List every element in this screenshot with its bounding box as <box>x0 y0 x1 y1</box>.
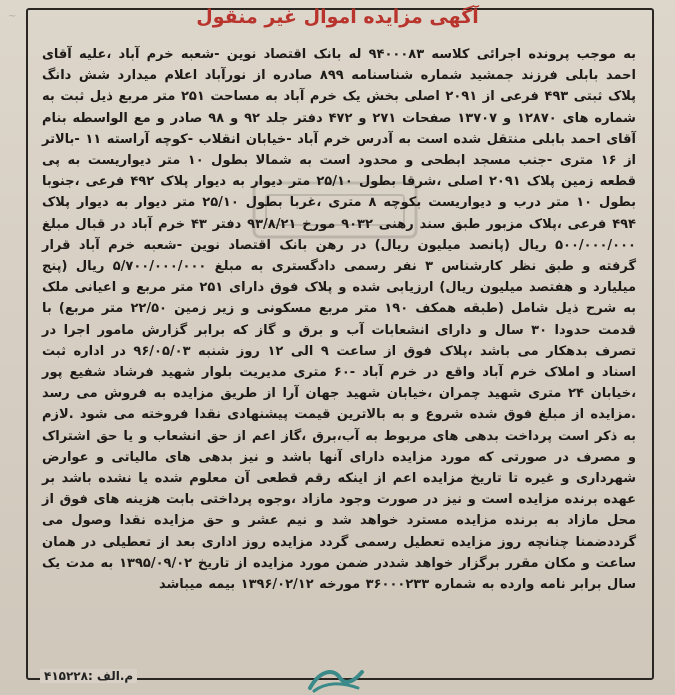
reference-code: م.الف :۴۱۵۲۲۸ <box>40 669 137 683</box>
registry-logo-icon <box>304 664 368 694</box>
notice-body: به موجب پرونده اجرائی کلاسه ۹۴۰۰۰۸۳ له بانک اقتصاد نوین -شعبه خرم آباد ،علیه آقای احمد بابلی فرزند جمشید شماره شناسنامه ۸۹۹ صادره از نورآباد اعلام میدارد شش دانگ پلاک ثبتی ۴۹۳ فرعی از ۲۰۹۱ اصلی بخش یک خرم آباد به مساحت ۲۵۱ متر مربع ذیل ثبت به شماره های ۱۲۸۷۰ و ۱۳۷۰۷ صفحات ۲۷۱ و ۴۷۲ دفتر جلد ۹۲ و ۹۸ صادر و مع الواسطه بنام آقای احمد بابلی منتقل شده است به آدرس خرم آباد -خیابان انقلاب -کوچه آراسته ۱۱ -بالاتر از ۱۶ متری -جنب مسجد ابطحی و محدود است به شمالا بطول ۱۰ متر دیواریست به پی قطعه زمین پلاک ۲۰۹۱ اصلی ،شرقا بطول ۲۵/۱۰ متر دیوار به دیوار پلاک ۴۹۲ فرعی ،جنوبا بطول ۱۰ متر درب و دیواریست بکوچه ۸ متری ،غربا بطول ۲۵/۱۰ متر دیوار به دیوار پلاک ۴۹۴ فرعی ،پلاک مزبور طبق سند رهنی ۹۰۳۲ مورخ ۹۳/۸/۲۱ دفتر ۴۳ خرم آباد در قبال مبلغ ۵۰۰/۰۰۰/۰۰۰ ریال (پانصد میلیون ریال) در رهن بانک اقتصاد نوین -شعبه خرم آباد قرار گرفته و طبق نظر کارشناس ۳ نفر رسمی دادگستری به مبلغ ۵/۷۰۰/۰۰۰/۰۰۰ ریال (پنج میلیارد و هفتصد میلیون ریال) ارزیابی شده و پلاک فوق دارای ۲۵۱ متر مربع و اعیانی ملک به شرح ذیل شامل (طبقه همکف ۱۹۰ متر مربع مسکونی و زیر زمین ۲۲/۵۰ متر مربع) با قدمت حدودا ۳۰ سال و دارای انشعابات آب و برق و گاز که برابر گزارش مامور اجرا در تصرف بدهکار می باشد ،پلاک فوق از ساعت ۹ الی ۱۲ روز شنبه ۹۶/۰۵/۰۳ در اداره ثبت اسناد و املاک خرم آباد واقع در خرم آباد -۶۰ متری مدیریت بلوار شهید فرشاد شفیع پور ،خیابان ۲۴ متری شهید چمران ،خیابان شهید جهان آرا از طریق مزایده به فروش می رسد .مزایده از مبلغ فوق شده شروع و به بالاترین قیمت پیشنهادی نقدا فروخته می شود .لازم به ذکر است پرداخت بدهی های مربوط به آب،برق ،گاز اعم از حق انشعاب و یا حق اشتراک و مصرف در صورتی که مورد مزایده دارای آنها باشد و نیز بدهی های مالیاتی و عوارض شهرداری و غیره تا تاریخ مزایده اعم از اینکه رقم قطعی آن معلوم شده یا نشده باشد بر عهده برنده مزایده است و نیز در صورت وجود مازاد ،وجوه پرداختی بابت هزینه های فوق از محل مازاد به برنده مزایده مسترد خواهد شد و نیم عشر و حق مزایده نقدا وصول می گرددضمنا چنانچه روز مزایده تعطیل رسمی گردد مزایده روز اداری بعد از تعطیلی در همان ساعت و مکان مقرر برگزار خواهد شددر ضمن مورد مزایده از تاریخ ۱۳۹۵/۰۹/۰۲ به مدت یک سال برابر نامه وارده به شماره ۳۶۰۰۰۲۳۳ مورخه ۱۳۹۶/۰۲/۱۲ بیمه میباشد <box>42 47 637 593</box>
svg-text:~: ~ <box>8 11 17 22</box>
notice-title: آگهی مزایده اموال غیر منقول <box>196 6 479 28</box>
